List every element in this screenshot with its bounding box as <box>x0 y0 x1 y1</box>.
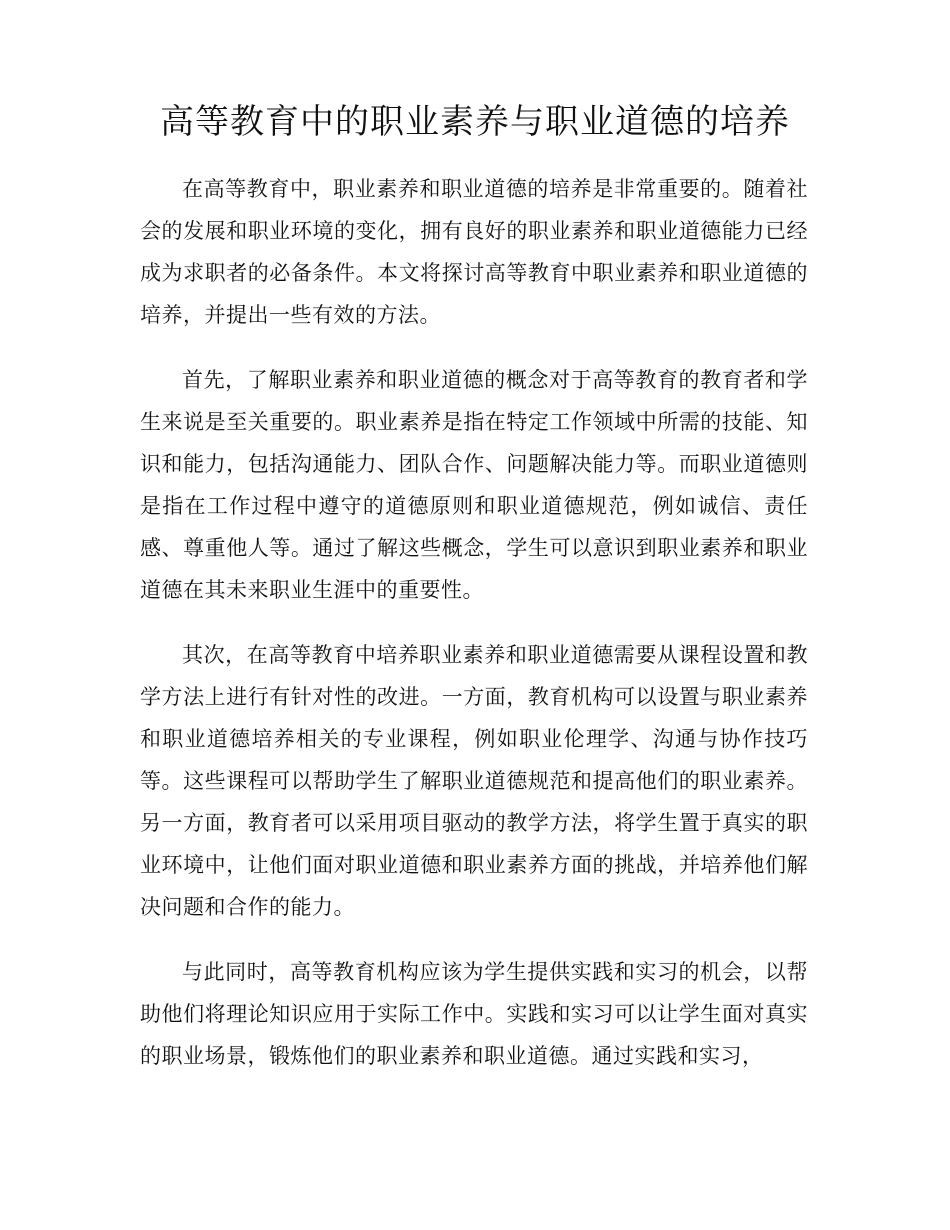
paragraph-4: 与此同时，高等教育机构应该为学生提供实践和实习的机会，以帮助他们将理论知识应用于实际工作中。实践和实习可以让学生面对真实的职业场景，锻炼他们的职业素养和职业道德。通过实践和实习， <box>140 960 808 1068</box>
document-body <box>140 168 808 1100</box>
paragraph-2: 首先，了解职业素养和职业道德的概念对于高等教育的教育者和学生来说是至关重要的。职业素养是指在特定工作领域中所需的技能、知识和能力，包括沟通能力、团队合作、问题解决能力等。而职业道德则是指在工作过程中遵守的道德原则和职业道德规范，例如诚信、责任感、尊重他人等。通过了解这些概念，学生可以意识到职业素养和职业道德在其未来职业生涯中的重要性。 <box>140 368 808 602</box>
paragraph-1: 在高等教育中，职业素养和职业道德的培养是非常重要的。随着社会的发展和职业环境的变化，拥有良好的职业素养和职业道德能力已经成为求职者的必备条件。本文将探讨高等教育中职业素养和职业道德的培养，并提出一些有效的方法。 <box>140 177 808 327</box>
document-title: 高等教育中的职业素养与职业道德的培养 <box>160 102 790 142</box>
paragraph-3: 其次，在高等教育中培养职业素养和职业道德需要从课程设置和教学方法上进行有针对性的改进。一方面，教育机构可以设置与职业素养和职业道德培养相关的专业课程，例如职业伦理学、沟通与协作技巧等。这些课程可以帮助学生了解职业道德规范和提高他们的职业素养。另一方面，教育者可以采用项目驱动的教学方法，将学生置于真实的职业环境中，让他们面对职业道德和职业素养方面的挑战，并培养他们解决问题和合作的能力。 <box>140 643 808 919</box>
